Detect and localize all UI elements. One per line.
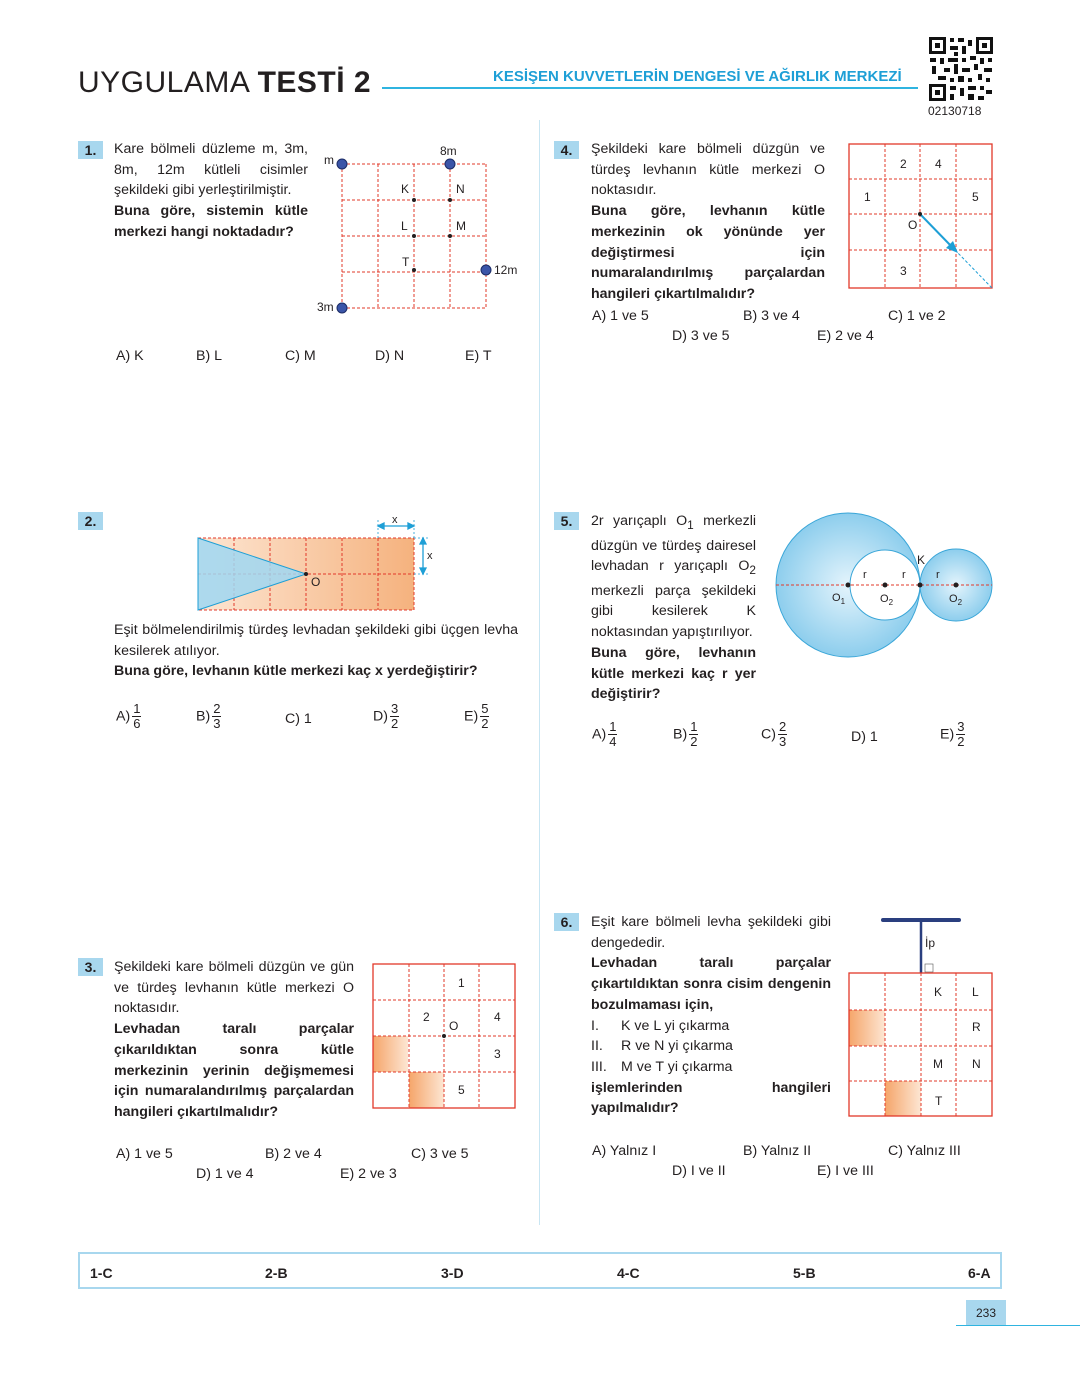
hanging-plate-figure [845,912,997,1122]
label-O1: O [832,592,841,604]
answer-5: 5-B [793,1265,816,1281]
mass-8m [445,159,455,169]
question-number: 4. [554,141,579,159]
part-5: 5 [458,1083,465,1097]
fraction: $\frac{2}{3}$ [213,701,221,731]
title-light: UYGULAMA [78,66,249,99]
statement-3: III. M ve T yi çıkarma [591,1058,733,1075]
answer-1: 1-C [90,1265,113,1281]
question-prompt: Buna göre, levhanın kütle merkezi kaç r yer değiştirir? [591,644,756,703]
option-c[interactable]: C) 3 ve 5 [411,1146,469,1162]
statement-2: II. R ve N yi çıkarma [591,1038,733,1055]
part-N: N [972,1057,981,1071]
triangle-cut-figure [190,510,440,616]
svg-text:O2: $O_2$ [949,593,963,607]
option-b[interactable]: B) L [196,348,223,364]
page-number: 233 [966,1300,1006,1326]
label-r: r [863,569,867,581]
option-d[interactable]: D) 1 [851,729,878,745]
point-N: N [456,182,465,196]
question-number: 1. [78,141,103,159]
question-prompt: Buna göre, levhanın kütle merkezi kaç x yerdeğiştirir? [114,663,478,680]
shaded-part [849,1010,885,1046]
question-number: 3. [78,958,103,976]
label-8m: 8m [440,144,457,158]
part-1: 1 [864,190,871,204]
option-e[interactable]: E) $\frac{5}{2}$ [464,701,489,731]
header-rule [382,87,918,89]
question-number: 2. [78,512,103,530]
fraction: $\frac{2}{3}$ [778,719,787,749]
qr-code-number: 02130718 [928,104,982,118]
question-4-text [591,139,825,305]
mass-m [337,159,347,169]
part-4: 4 [494,1010,501,1024]
shaded-part [373,1036,408,1072]
part-1: 1 [458,976,465,990]
ceiling-bar [881,918,961,922]
label-O2: O [880,593,889,605]
question-stem: Kare bölmeli düzleme m, 3m, 8m, 12m kütleli cisimler şekildeki gibi yerleştirilmiştir. [114,141,308,199]
fraction: $\frac{3}{2}$ [390,701,399,731]
part-2: 2 [423,1010,430,1024]
topic-title: KESİŞEN KUVVETLERİN DENGESİ VE AĞIRLIK MERKEZİ [493,68,902,85]
shaded-part [409,1072,444,1108]
label-rope: İp [925,936,936,950]
point-K: K [917,553,926,567]
option-b[interactable]: B) $\frac{2}{3}$ [196,701,221,731]
option-d[interactable]: D) 1 ve 4 [196,1166,254,1182]
option-c[interactable]: C) M [285,348,316,364]
option-b[interactable]: B) $\frac{1}{2}$ [673,719,698,749]
fraction: $\frac{3}{2}$ [957,719,965,749]
option-d[interactable]: D) 3 ve 5 [672,328,730,344]
label-r: r [936,569,940,581]
plate-grid-figure [368,960,520,1112]
label-m: m [324,153,334,167]
question-stem: 2r yarıçaplı $O_1$ merkezli düzgün ve türdeş dairesel levhadan r yarıçaplı $O_2$ merkezli parça şekildeki gibi kesilerek K noktasından yapıştırılıyor. [591,513,757,641]
point-O: O [908,218,918,232]
part-3: 3 [494,1047,501,1061]
label-12m: 12m [494,263,518,277]
part-R: R [972,1020,981,1034]
qr-code-icon[interactable] [928,36,994,102]
point-M: M [456,219,466,233]
option-b[interactable]: B) 3 ve 4 [743,308,800,324]
question-6-text [591,912,831,1119]
label-x-side: x [427,550,433,562]
question-prompt-end: işlemlerinden hangileri yapılmalıdır? [591,1079,831,1117]
question-2-text [114,620,518,682]
part-3: 3 [900,264,907,278]
option-c[interactable]: C) 1 ve 2 [888,308,946,324]
part-2: 2 [900,157,907,171]
test-title [78,66,371,100]
part-T: T [935,1094,943,1108]
question-3-text [114,957,354,1123]
title-bold: TESTİ 2 [257,66,372,99]
label-O2: O [949,593,958,605]
shaded-part [885,1081,921,1116]
fraction: $\frac{1}{4}$ [609,719,617,749]
option-e[interactable]: E) 2 ve 4 [817,328,874,344]
question-number: 5. [554,512,579,530]
question-prompt: Buna göre, sistemin kütle merkezi hangi noktadadır? [114,203,308,240]
part-K: K [934,985,943,999]
question-1-text [114,139,308,243]
statement-1: I. K ve L yi çıkarma [591,1017,730,1034]
label-3m: 3m [317,300,334,314]
option-a[interactable]: A) K [116,348,144,364]
option-a[interactable]: A) 1 ve 5 [592,308,649,324]
part-M: M [933,1057,943,1071]
answer-4: 4-C [617,1265,640,1281]
label-x-top: x [392,514,398,526]
option-a[interactable]: A) 1 ve 5 [116,1146,173,1162]
disc-figure [768,508,998,666]
question-stem: Şekildeki kare bölmeli düzgün ve türdeş levhanın kütle merkezi O noktasıdır. [591,141,825,199]
point-O: O [449,1019,459,1033]
svg-text:O2: $O_2$ [880,593,894,607]
question-number: 6. [554,913,579,931]
label-r: r [902,569,906,581]
option-a[interactable]: A) Yalnız I [592,1143,657,1159]
option-e[interactable]: E) I ve III [817,1163,874,1179]
question-5-text [591,511,756,705]
answer-2: 2-B [265,1265,288,1281]
fraction: $\frac{1}{6}$ [133,701,141,731]
option-c[interactable]: C) $\frac{2}{3}$ [761,719,787,749]
point-K: K [401,182,410,196]
question-prompt: Buna göre, levhanın kütle merkezinin ok yönünde yer değiştirmesi için numaralandırılmış parçalardan hangileri çıkartılmalıdır? [591,203,825,302]
mass-3m [337,303,347,313]
option-e[interactable]: E) $\frac{3}{2}$ [940,719,965,749]
question-stem: Şekildeki kare bölmeli düzgün ve gün ve türdeş levhanın kütle merkezi O noktasıdır. [114,959,354,1017]
mass-grid-figure [312,140,524,322]
svg-text:O1: $O_1$ [832,592,846,606]
option-a[interactable]: A) $\frac{1}{4}$ [592,719,617,749]
mass-12m [481,265,491,275]
answer-key-box [78,1252,1002,1289]
point-O: O [311,575,321,589]
column-divider [539,120,540,1225]
point-L: L [401,219,408,233]
question-stem: Eşit bölmelendirilmiş türdeş levhadan şekildeki gibi üçgen levha kesilerek atılıyor. [114,622,518,659]
option-d[interactable]: D) N [375,348,405,364]
page-rule [956,1325,1080,1326]
option-c[interactable]: C) 1 [285,711,312,727]
question-stem: Eşit kare bölmeli levha şekildeki gibi dengededir. [591,914,831,951]
plate-arrow-figure [845,140,997,292]
point-T: T [402,255,410,269]
option-d[interactable]: D) $\frac{3}{2}$ [373,701,399,731]
answer-3: 3-D [441,1265,464,1281]
option-b[interactable]: B) Yalnız II [743,1143,812,1159]
answer-6: 6-A [968,1265,991,1281]
question-prompt: Levhadan taralı parçalar çıkartıldıktan sonra cisim dengenin bozulmaması için, [591,955,831,1013]
option-c[interactable]: C) Yalnız III [888,1143,961,1159]
part-L: L [972,985,979,999]
fraction: $\frac{5}{2}$ [481,701,489,731]
option-d[interactable]: D) I ve II [672,1163,726,1179]
part-4: 4 [935,157,942,171]
option-b[interactable]: B) 2 ve 4 [265,1146,322,1162]
question-prompt: Levhadan taralı parçalar çıkarıldıktan sonra kütle merkezinin yerinin değişmemesi için numaralandırılmış parçalardan hangileri çıkartılmalıdır? [114,1021,354,1120]
option-e[interactable]: E) T [465,348,492,364]
fraction: $\frac{1}{2}$ [690,719,698,749]
option-e[interactable]: E) 2 ve 3 [340,1166,397,1182]
part-5: 5 [972,190,979,204]
option-a[interactable]: A) $\frac{1}{6}$ [116,701,141,731]
